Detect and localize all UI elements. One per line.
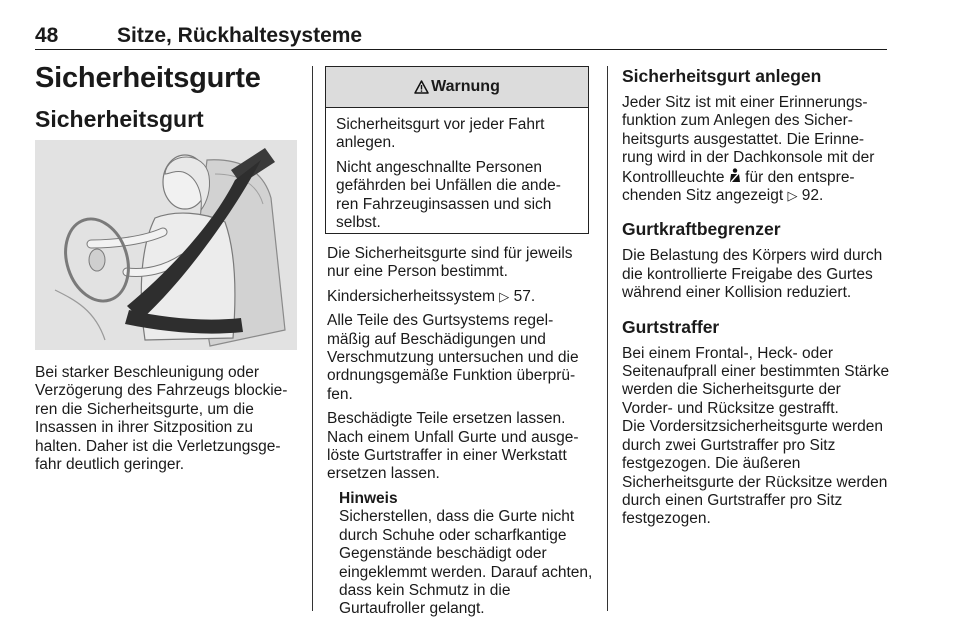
right-column	[622, 66, 890, 535]
heading-gurtstraffer: Gurtstraffer	[622, 316, 720, 337]
header-rule	[35, 49, 887, 50]
paragraph-inspection: Alle Teile des Gurtsystems regel- mäßig auf Beschädigungen und Verschmutzung untersuchen und die ordnungsgemäße Funktion überprü- fen.	[327, 312, 579, 403]
warning-title: Warnung	[431, 78, 500, 95]
page-ref-92[interactable]: 92.	[801, 187, 824, 205]
warning-box	[325, 66, 589, 234]
middle-column	[327, 245, 593, 619]
paragraph-anlegen: Jeder Sitz ist mit einer Erinnerungs- funktion zum Anlegen des Sicher- heitsgurts ausgestattet. Die Erinne- rung wird in der Dachkonsole mit der Kontrollleuchte für den entspre- chenden Sitz angezeigt ▷ 92.	[622, 94, 875, 205]
paragraph-gurtstraffer-1: Bei einem Frontal-, Heck- oder Seitenaufprall einer bestimmten Stärke werden die Sicherheitsgurte der Vorder- und Rücksitze gestrafft.	[622, 344, 890, 417]
left-paragraph: Bei starker Beschleunigung oder Verzögerung des Fahrzeugs blockie- ren die Sicherheitsgurte, um die Insassen in ihrer Sitzposition zu halten. Daher ist die Verletzungsge- fahr deutlich geringer.	[35, 364, 288, 474]
seatbelt-reminder-icon	[729, 168, 741, 184]
column-divider-1	[312, 66, 313, 611]
warning-text-2: Nicht angeschnallte Personen gefährden bei Unfällen die ande- ren Fahrzeuginsassen und sich selbst.	[336, 158, 561, 232]
note-title: Hinweis	[339, 489, 398, 507]
paragraph-one-person: Die Sicherheitsgurte sind für jeweils nur eine Person bestimmt.	[327, 245, 573, 281]
paragraph-gurtkraftbegrenzer: Die Belastung des Körpers wird durch die kontrollierte Freigabe des Gurtes während einer Kollision reduziert.	[622, 247, 883, 302]
section-subtitle: Sicherheitsgurt	[35, 106, 204, 132]
warning-header	[326, 67, 588, 108]
warning-triangle-icon	[414, 80, 429, 94]
page-ref-57[interactable]: 57.	[513, 287, 536, 305]
page-number: 48	[35, 24, 59, 47]
note-block	[327, 490, 593, 619]
heading-gurtkraftbegrenzer: Gurtkraftbegrenzer	[622, 219, 781, 240]
warning-body	[326, 108, 588, 232]
paragraph-child-seat: Kindersicherheitssystem ▷ 57.	[327, 287, 536, 305]
ref-arrow-icon: ▷	[787, 188, 798, 204]
column-divider-2	[607, 66, 608, 611]
heading-anlegen: Sicherheitsgurt anlegen	[622, 66, 822, 86]
left-column	[35, 364, 300, 480]
paragraph-gurtstraffer-2: Die Vordersitzsicherheitsgurte werden durch zwei Gurtstraffer pro Sitz festgezogen. Die äußeren Sicherheitsgurte der Rücksitze werden durch einen Gurtstraffer pro Sitz festgezogen.	[622, 418, 888, 528]
note-text: Sicherstellen, dass die Gurte nicht durch Schuhe oder scharfkantige Gegenstände beschädigt oder eingeklemmt werden. Darauf achten, dass kein Schmutz in die Gurtaufroller gelangt.	[339, 508, 593, 618]
section-title: Sicherheitsgurte	[35, 62, 261, 94]
ref-arrow-icon: ▷	[499, 288, 510, 304]
paragraph-replace: Beschädigte Teile ersetzen lassen. Nach einem Unfall Gurte und ausge- löste Gurtstraffer in einer Werkstatt ersetzen lassen.	[327, 410, 579, 483]
driver-seatbelt-illustration	[35, 140, 297, 350]
warning-text-1: Sicherheitsgurt vor jeder Fahrt anlegen.	[336, 116, 545, 152]
running-head: Sitze, Rückhaltesysteme	[117, 24, 363, 47]
